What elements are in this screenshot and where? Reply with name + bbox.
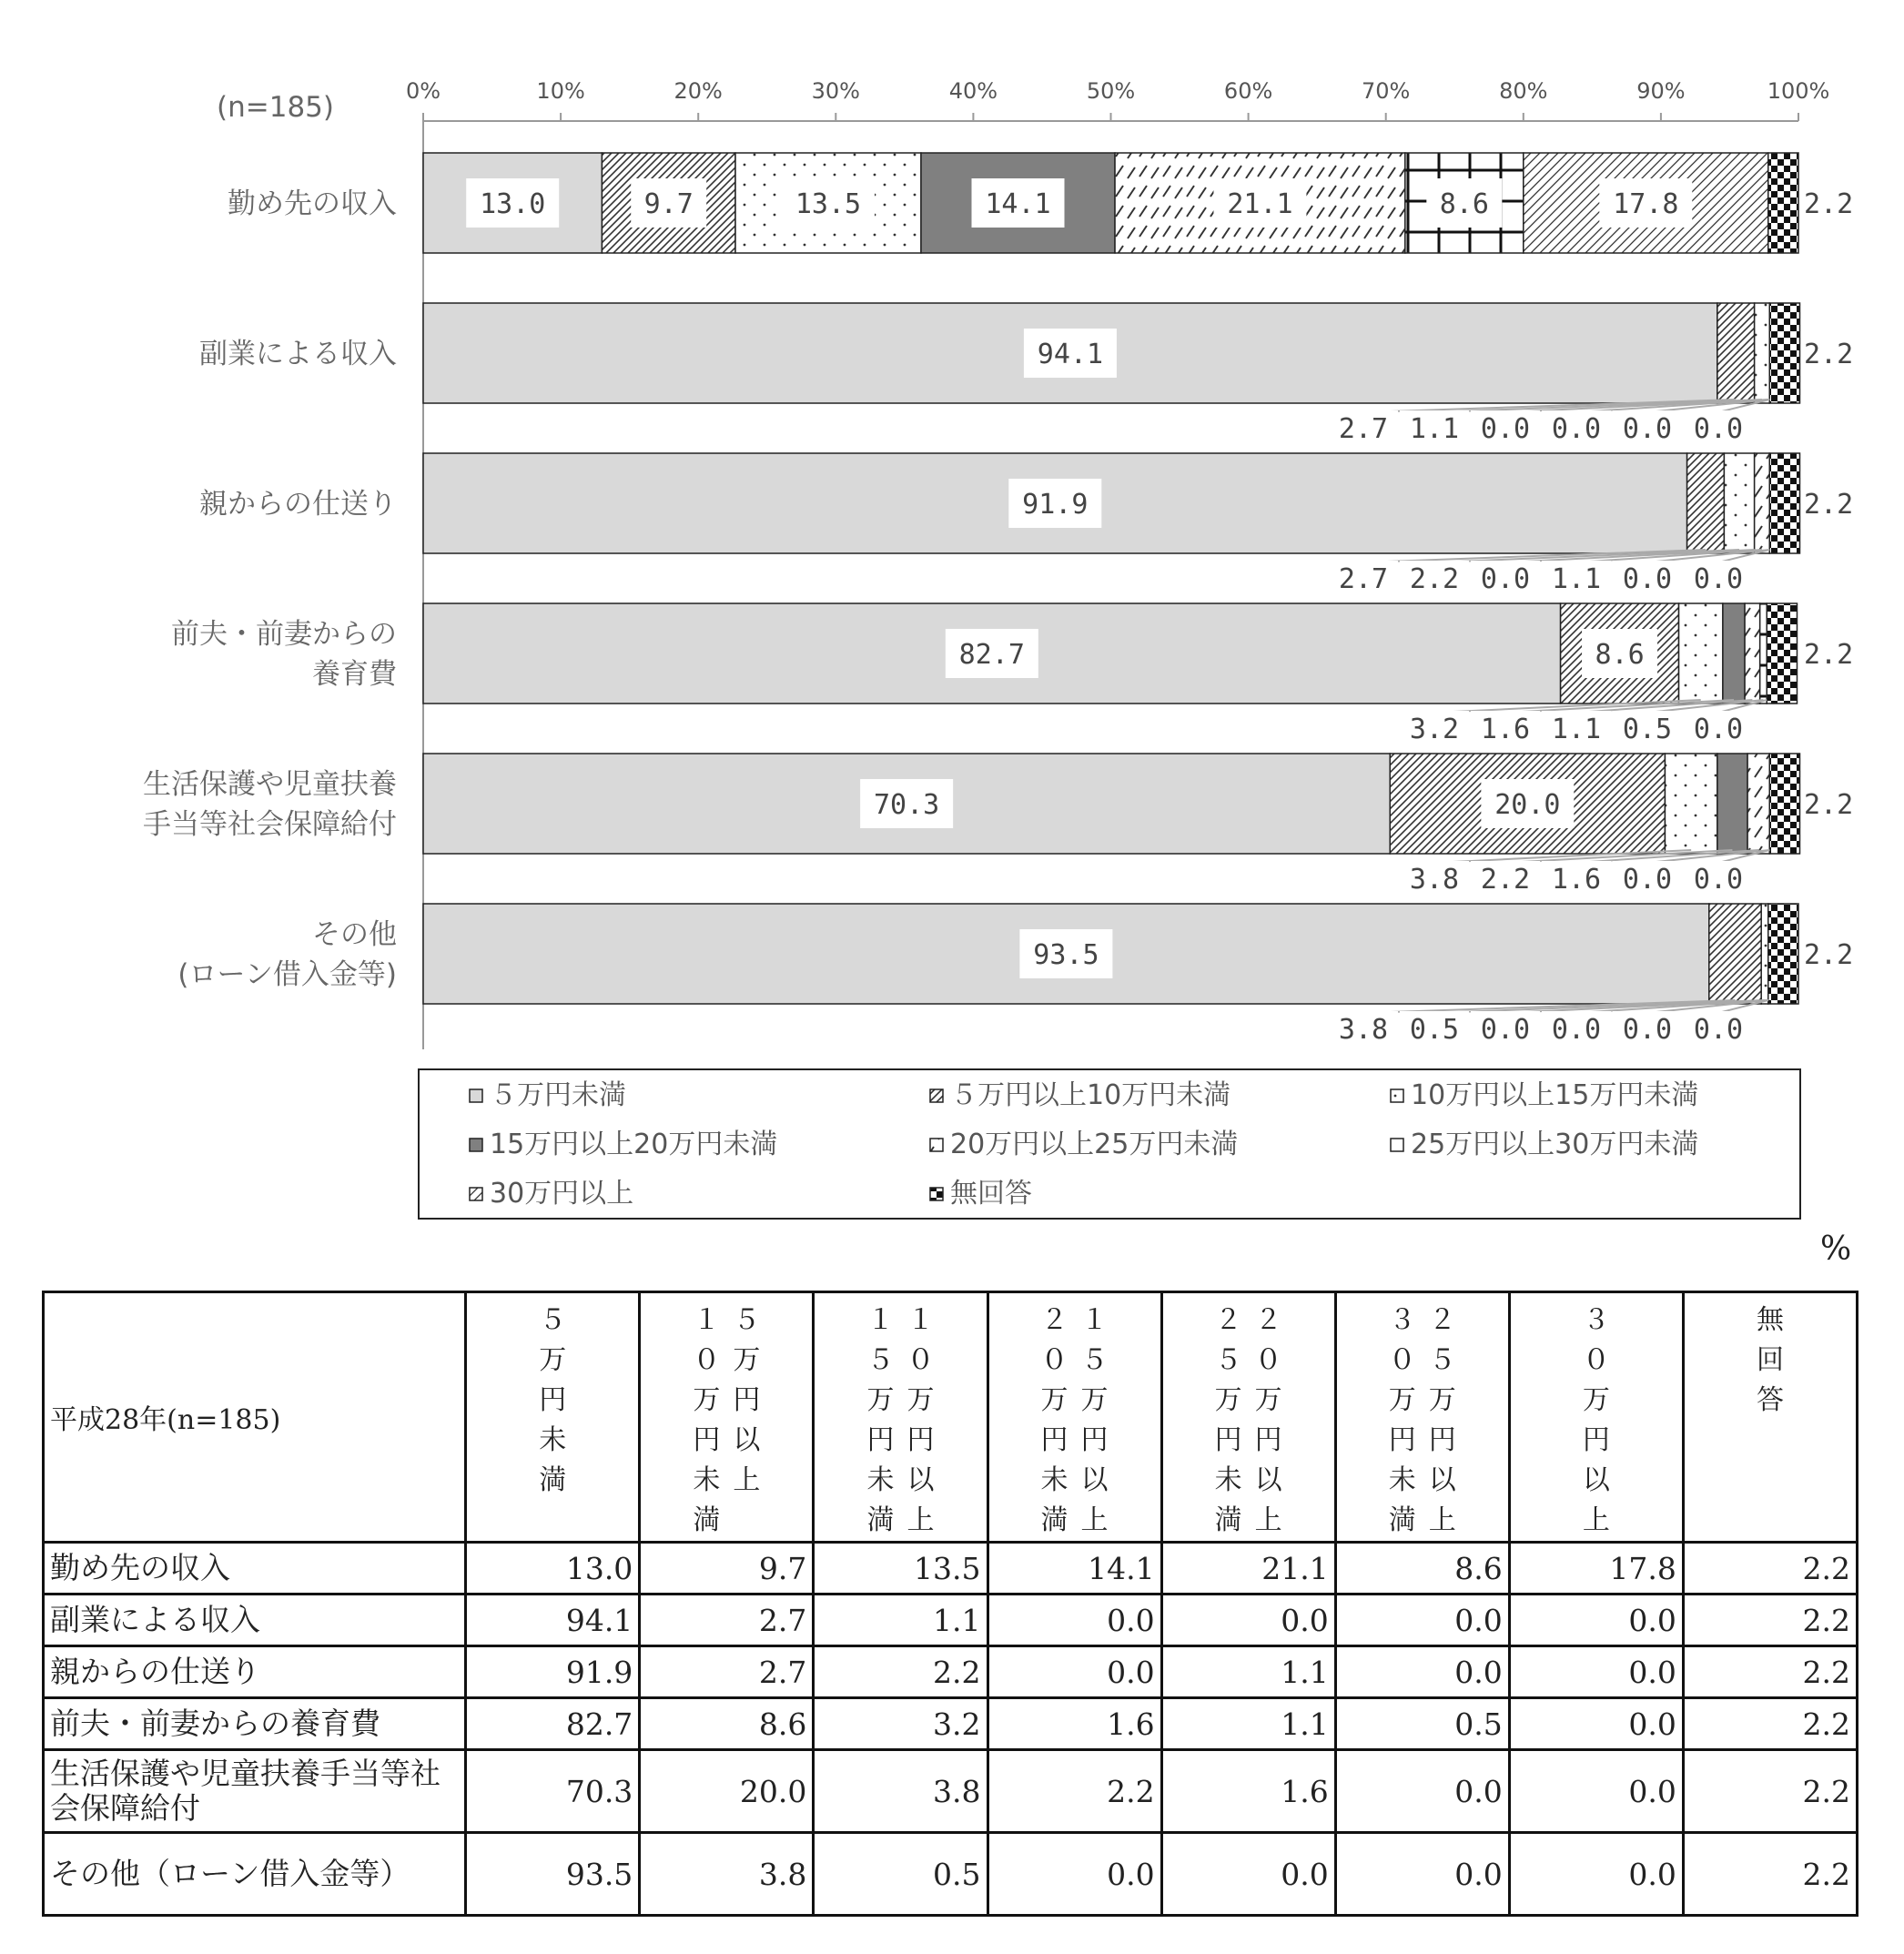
data-label: 0.0 bbox=[1622, 1014, 1673, 1046]
table-row bbox=[44, 1543, 1858, 1595]
data-label: 2.2 bbox=[1804, 489, 1854, 521]
legend-swatch bbox=[1391, 1139, 1403, 1151]
bar-segment-3 bbox=[1723, 603, 1745, 704]
table-cell: 2.2 bbox=[1683, 1750, 1857, 1833]
table-cell: 0.0 bbox=[1335, 1646, 1509, 1698]
data-label: 3.2 bbox=[1409, 714, 1460, 745]
table-cell: 0.0 bbox=[987, 1833, 1161, 1916]
table-cell: 91.9 bbox=[466, 1646, 640, 1698]
table-cell: 0.5 bbox=[814, 1833, 987, 1916]
table-cell: 0.0 bbox=[987, 1646, 1161, 1698]
bar-segment-4 bbox=[1747, 754, 1769, 854]
bar-segment-7 bbox=[1768, 904, 1798, 1004]
data-label: 2.2 bbox=[1409, 563, 1460, 595]
legend-label: 30万円以上 bbox=[490, 1178, 634, 1210]
data-label: 14.1 bbox=[985, 188, 1051, 220]
legend-swatch bbox=[470, 1188, 482, 1200]
bar-segment-2 bbox=[1724, 453, 1754, 553]
data-label: 3.8 bbox=[1338, 1014, 1389, 1046]
bar-segment-2 bbox=[1761, 904, 1768, 1004]
bar-segment-7 bbox=[1768, 153, 1798, 253]
data-label: 1.1 bbox=[1551, 563, 1602, 595]
category-label: 勤め先の収入 bbox=[228, 187, 397, 220]
x-tick-label: 80% bbox=[1499, 78, 1548, 104]
table-column-header: １ ５ 万 円 未 満 １ ０ 万 円 以 上 bbox=[814, 1292, 987, 1543]
data-label: 82.7 bbox=[958, 639, 1025, 671]
legend-swatch bbox=[1391, 1089, 1403, 1102]
x-tick-label: 10% bbox=[536, 78, 585, 104]
bar-segment-2 bbox=[1679, 603, 1723, 704]
table-cell: 17.8 bbox=[1509, 1543, 1683, 1595]
x-tick-label: 50% bbox=[1086, 78, 1136, 104]
data-label: 0.0 bbox=[1480, 563, 1531, 595]
table-cell: 1.1 bbox=[814, 1595, 987, 1646]
bar-segment-3 bbox=[1717, 754, 1747, 854]
table-column-header: ２ ０ 万 円 未 満 １ ５ 万 円 以 上 bbox=[987, 1292, 1161, 1543]
table-cell: 0.0 bbox=[1509, 1595, 1683, 1646]
data-label: 1.1 bbox=[1409, 413, 1460, 445]
data-label: 9.7 bbox=[643, 188, 694, 220]
table-row-label: 勤め先の収入 bbox=[44, 1543, 466, 1595]
table-cell: 0.0 bbox=[1509, 1646, 1683, 1698]
data-label: 0.0 bbox=[1480, 413, 1531, 445]
table-column-header: ５ 万 円 未 満 bbox=[466, 1292, 640, 1543]
table-cell: 21.1 bbox=[1161, 1543, 1335, 1595]
table-cell: 1.6 bbox=[1161, 1750, 1335, 1833]
table-cell: 70.3 bbox=[466, 1750, 640, 1833]
category-label: 副業による収入 bbox=[199, 338, 397, 370]
legend-label: ５万円未満 bbox=[490, 1079, 626, 1111]
table-cell: 0.0 bbox=[1509, 1750, 1683, 1833]
table-cell: 0.0 bbox=[987, 1595, 1161, 1646]
data-label: 17.8 bbox=[1613, 188, 1679, 220]
data-label: 0.0 bbox=[1622, 864, 1673, 896]
table-cell: 3.2 bbox=[814, 1698, 987, 1750]
table-cell: 9.7 bbox=[640, 1543, 814, 1595]
table-column-header: 無 回 答 bbox=[1683, 1292, 1857, 1543]
data-label: 2.7 bbox=[1338, 413, 1389, 445]
data-label: 2.2 bbox=[1480, 864, 1531, 896]
table-cell: 3.8 bbox=[814, 1750, 987, 1833]
bar-segment-7 bbox=[1769, 754, 1799, 854]
legend-label: 20万円以上25万円未満 bbox=[950, 1129, 1239, 1160]
table-cell: 2.2 bbox=[987, 1750, 1161, 1833]
data-label: 0.0 bbox=[1693, 714, 1744, 745]
table-cell: 3.8 bbox=[640, 1833, 814, 1916]
data-label: 3.8 bbox=[1409, 864, 1460, 896]
data-label: 91.9 bbox=[1022, 489, 1089, 521]
table-cell: 0.0 bbox=[1335, 1833, 1509, 1916]
table-cell: 14.1 bbox=[987, 1543, 1161, 1595]
table-row bbox=[44, 1646, 1858, 1698]
data-label: 2.2 bbox=[1804, 188, 1854, 220]
category-label: 生活保護や児童扶養手当等社会保障給付 bbox=[143, 768, 397, 841]
table-cell: 8.6 bbox=[640, 1698, 814, 1750]
table-cell: 0.0 bbox=[1335, 1750, 1509, 1833]
table-row-label: 副業による収入 bbox=[44, 1595, 466, 1646]
legend-swatch bbox=[930, 1089, 943, 1102]
table-row-label: その他（ローン借入金等） bbox=[44, 1833, 466, 1916]
data-table bbox=[42, 1291, 1858, 1917]
data-label: 0.0 bbox=[1622, 413, 1673, 445]
x-tick-label: 30% bbox=[811, 78, 860, 104]
bar-segment-1 bbox=[1717, 303, 1755, 403]
table-cell: 2.7 bbox=[640, 1595, 814, 1646]
data-label: 8.6 bbox=[1595, 639, 1645, 671]
table-row-label: 前夫・前妻からの養育費 bbox=[44, 1698, 466, 1750]
legend-swatch bbox=[930, 1188, 943, 1200]
x-tick-label: 20% bbox=[673, 78, 723, 104]
data-label: 2.2 bbox=[1804, 339, 1854, 370]
table-cell: 82.7 bbox=[466, 1698, 640, 1750]
table-row-label: 生活保護や児童扶養手当等社会保障給付 bbox=[44, 1750, 466, 1833]
table-cell: 2.2 bbox=[1683, 1646, 1857, 1698]
table-corner-label: 平成28年(n=185) bbox=[44, 1292, 466, 1543]
table-cell: 1.1 bbox=[1161, 1646, 1335, 1698]
bar-segment-1 bbox=[1709, 904, 1761, 1004]
table-cell: 1.1 bbox=[1161, 1698, 1335, 1750]
data-label: 2.2 bbox=[1804, 639, 1854, 671]
data-label: 2.2 bbox=[1804, 789, 1854, 821]
data-label: 1.1 bbox=[1551, 714, 1602, 745]
data-label: 94.1 bbox=[1037, 339, 1104, 370]
table-cell: 0.5 bbox=[1335, 1698, 1509, 1750]
data-label: 0.0 bbox=[1551, 413, 1602, 445]
bar-segment-7 bbox=[1769, 303, 1799, 403]
table-column-header: ３ ０ 万 円 以 上 bbox=[1509, 1292, 1683, 1543]
data-label: 13.5 bbox=[795, 188, 862, 220]
bar-segment-4 bbox=[1745, 603, 1760, 704]
table-cell: 2.2 bbox=[1683, 1543, 1857, 1595]
data-label: 21.1 bbox=[1227, 188, 1293, 220]
legend-label: ５万円以上10万円未満 bbox=[950, 1079, 1231, 1111]
x-tick-label: 0% bbox=[405, 78, 441, 104]
data-label: 0.0 bbox=[1693, 864, 1744, 896]
legend-label: 15万円以上20万円未満 bbox=[490, 1129, 778, 1160]
table-row bbox=[44, 1698, 1858, 1750]
category-label: その他(ローン借入金等) bbox=[177, 918, 397, 991]
x-tick-label: 60% bbox=[1223, 78, 1273, 104]
table-cell: 2.7 bbox=[640, 1646, 814, 1698]
table-unit-label: % bbox=[1820, 1230, 1852, 1268]
table-cell: 13.0 bbox=[466, 1543, 640, 1595]
x-tick-label: 90% bbox=[1636, 78, 1686, 104]
table-column-header: １ ０ 万 円 未 満 ５ 万 円 以 上 bbox=[640, 1292, 814, 1543]
table-row bbox=[44, 1750, 1858, 1833]
table-cell: 94.1 bbox=[466, 1595, 640, 1646]
data-label: 0.0 bbox=[1693, 563, 1744, 595]
table-row bbox=[44, 1833, 1858, 1916]
x-tick-label: 70% bbox=[1362, 78, 1411, 104]
table-column-header: ２ ５ 万 円 未 満 ２ ０ 万 円 以 上 bbox=[1161, 1292, 1335, 1543]
data-label: 0.5 bbox=[1409, 1014, 1460, 1046]
data-label: 0.0 bbox=[1551, 1014, 1602, 1046]
legend-swatch bbox=[470, 1089, 482, 1102]
table-cell: 8.6 bbox=[1335, 1543, 1509, 1595]
table-cell: 20.0 bbox=[640, 1750, 814, 1833]
table-cell: 2.2 bbox=[1683, 1595, 1857, 1646]
data-label: 2.2 bbox=[1804, 939, 1854, 971]
table-cell: 13.5 bbox=[814, 1543, 987, 1595]
legend-label: 無回答 bbox=[950, 1178, 1032, 1210]
legend-label: 10万円以上15万円未満 bbox=[1411, 1079, 1699, 1111]
data-label: 0.0 bbox=[1480, 1014, 1531, 1046]
table-cell: 1.6 bbox=[987, 1698, 1161, 1750]
category-label: 親からの仕送り bbox=[199, 488, 397, 521]
table-cell: 0.0 bbox=[1509, 1833, 1683, 1916]
n-label: (n=185) bbox=[217, 91, 334, 124]
data-label: 0.0 bbox=[1693, 1014, 1744, 1046]
bar-segment-7 bbox=[1767, 603, 1797, 704]
data-label: 13.0 bbox=[480, 188, 546, 220]
legend-label: 25万円以上30万円未満 bbox=[1411, 1129, 1699, 1160]
data-label: 70.3 bbox=[873, 789, 940, 821]
category-label: 前夫・前妻からの養育費 bbox=[171, 618, 397, 691]
table-row-label: 親からの仕送り bbox=[44, 1646, 466, 1698]
legend-swatch bbox=[930, 1139, 943, 1151]
table-column-header: ３ ０ 万 円 未 満 ２ ５ 万 円 以 上 bbox=[1335, 1292, 1509, 1543]
bar-segment-7 bbox=[1769, 453, 1799, 553]
bar-segment-2 bbox=[1755, 303, 1770, 403]
table-cell: 2.2 bbox=[1683, 1698, 1857, 1750]
x-tick-label: 40% bbox=[948, 78, 998, 104]
bar-segment-1 bbox=[1687, 453, 1725, 553]
table-cell: 2.2 bbox=[1683, 1833, 1857, 1916]
data-label: 93.5 bbox=[1033, 939, 1099, 971]
data-label: 0.0 bbox=[1693, 413, 1744, 445]
legend-swatch bbox=[470, 1139, 482, 1151]
data-label: 2.7 bbox=[1338, 563, 1389, 595]
table-row bbox=[44, 1595, 1858, 1646]
bar-segment-2 bbox=[1665, 754, 1717, 854]
table-cell: 93.5 bbox=[466, 1833, 640, 1916]
data-label: 20.0 bbox=[1494, 789, 1561, 821]
data-label: 8.6 bbox=[1439, 188, 1489, 220]
table-header-row bbox=[44, 1292, 1858, 1543]
data-label: 1.6 bbox=[1480, 714, 1531, 745]
bar-segment-5 bbox=[1760, 603, 1767, 704]
table-cell: 0.0 bbox=[1509, 1698, 1683, 1750]
table-cell: 2.2 bbox=[814, 1646, 987, 1698]
table-body bbox=[44, 1543, 1858, 1916]
data-label: 0.5 bbox=[1622, 714, 1673, 745]
table-cell: 0.0 bbox=[1161, 1595, 1335, 1646]
table-cell: 0.0 bbox=[1335, 1595, 1509, 1646]
data-label: 1.6 bbox=[1551, 864, 1602, 896]
data-label: 0.0 bbox=[1622, 563, 1673, 595]
table-cell: 0.0 bbox=[1161, 1833, 1335, 1916]
bar-segment-4 bbox=[1755, 453, 1770, 553]
x-tick-label: 100% bbox=[1767, 78, 1830, 104]
